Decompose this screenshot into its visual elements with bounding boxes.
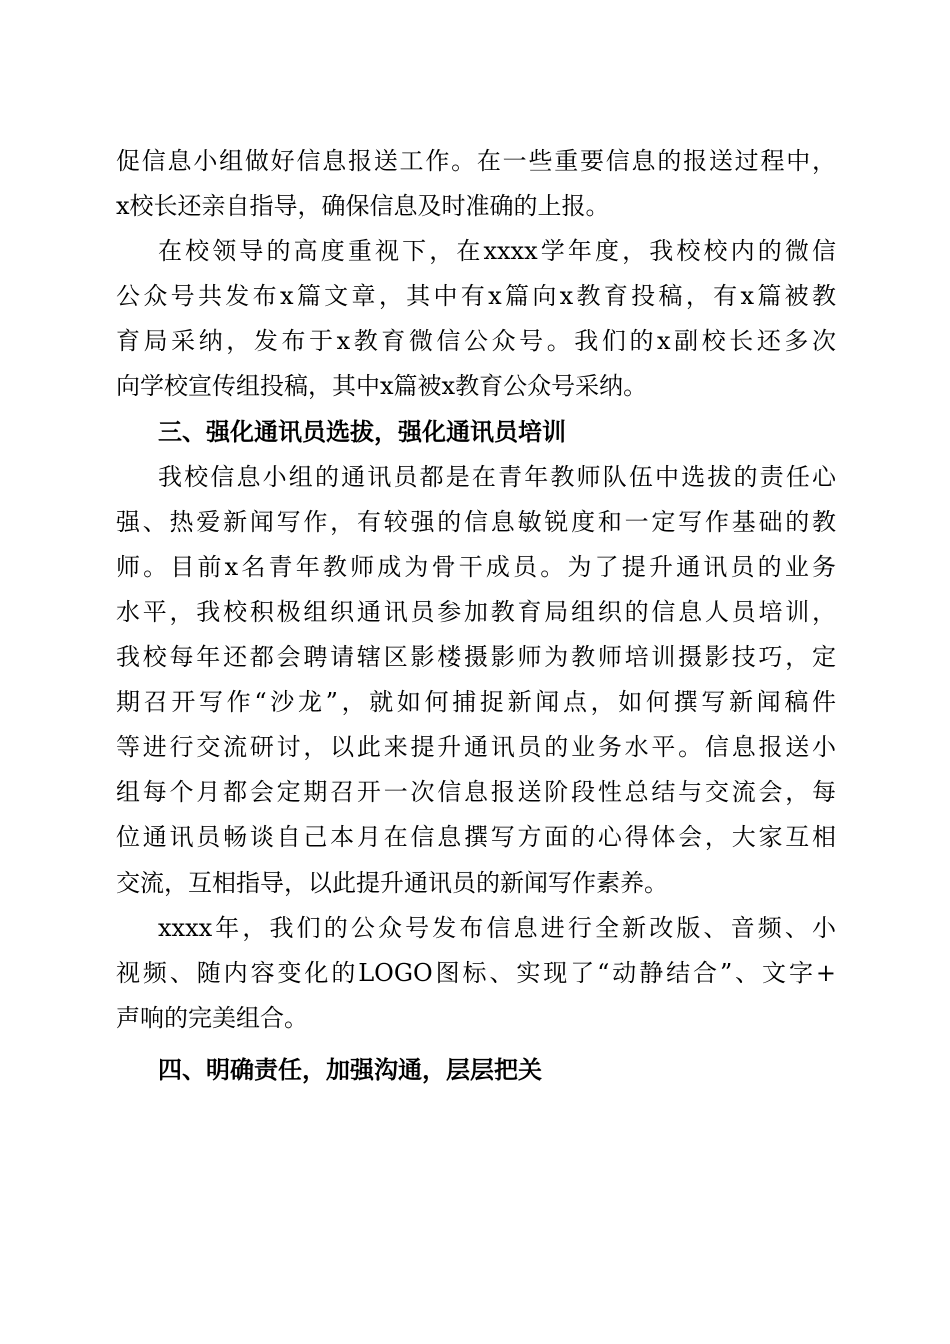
document-body [116,139,836,1093]
paragraph-line: 强、热爱新闻写作，有较强的信息敏锐度和一定写作基础的教 [116,507,836,536]
paragraph-line: 等进行交流研讨，以此来提升通讯员的业务水平。信息报送小 [116,733,836,762]
paragraph-line: 我校信息小组的通讯员都是在青年教师队伍中选拔的责任心 [158,462,836,491]
paragraph-line: x校长还亲自指导，确保信息及时准确的上报。 [116,192,610,221]
section-heading: 四、明确责任，加强沟通，层层把关 [158,1055,542,1084]
paragraph-line: 向学校宣传组投稿，其中x篇被x教育公众号采纳。 [116,372,648,401]
paragraph-line: 我校每年还都会聘请辖区影楼摄影师为教师培训摄影技巧，定 [116,643,836,672]
paragraph-line: 位通讯员畅谈自己本月在信息撰写方面的心得体会，大家互相 [116,823,836,852]
paragraph-line: 促信息小组做好信息报送工作。在一些重要信息的报送过程中， [116,147,836,175]
paragraph-line: 视频、随内容变化的LOGO图标、实现了“动静结合”、文字+ [116,958,836,987]
section-heading: 三、强化通讯员选拔，强化通讯员培训 [158,417,566,446]
paragraph-line: 期召开写作“沙龙”，就如何捕捉新闻点，如何撰写新闻稿件 [116,688,836,717]
paragraph-line: 在校领导的高度重视下，在xxxx学年度，我校校内的微信 [158,237,836,266]
paragraph-line: 声响的完美组合。 [116,1003,308,1032]
paragraph-line: 组每个月都会定期召开一次信息报送阶段性总结与交流会，每 [116,778,836,807]
paragraph-line: xxxx年，我们的公众号发布信息进行全新改版、音频、小 [158,913,836,942]
paragraph-line: 水平，我校积极组织通讯员参加教育局组织的信息人员培训， [116,597,836,626]
paragraph-line: 交流，互相指导，以此提升通讯员的新闻写作素养。 [116,868,668,897]
paragraph-line: 育局采纳，发布于x教育微信公众号。我们的x副校长还多次 [116,327,836,356]
paragraph-line: 师。目前x名青年教师成为骨干成员。为了提升通讯员的业务 [116,552,836,581]
paragraph-line: 公众号共发布x篇文章，其中有x篇向x教育投稿，有x篇被教 [116,282,836,311]
